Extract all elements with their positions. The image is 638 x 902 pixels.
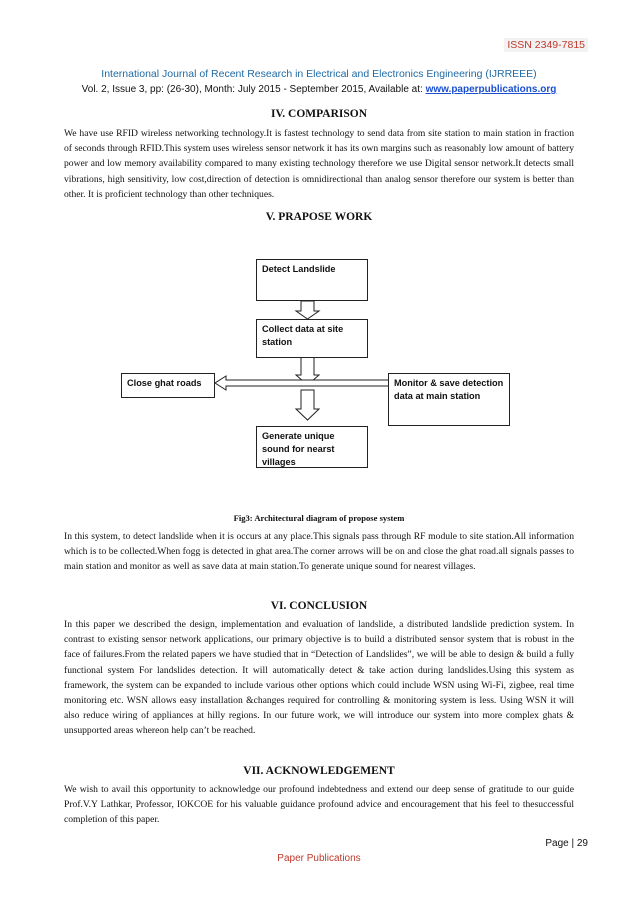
- box-collect-data: Collect data at site station: [256, 319, 368, 358]
- paragraph-conclusion: In this paper we described the design, implementation and evaluation of landslide, a distributed landslide prediction system. In contrast to existing sensor network applications, our primary objective is to build a distributed sensor system that is robust in the face of failures.From the related papers we have studied that in “Detection of Landslides”, we will be able to design & build a fully functional system For landslides detection. It will automatically detect & take action during landslides.Using this system as framework, the system can be expanded to include various other options which could include WSN using Wi-Fi, zigbee, real time monitoring etc. WSN allows easy installation &changes required for controlling & monitoring system is less. Using WSN it will also reduce wiring of appliances at hilly regions. In our future work, we will introduce our system into more complex ghats & unsupported areas whereon help can’t be reached.: [64, 619, 574, 737]
- figure-caption: Fig3: Architectural diagram of propose system: [233, 513, 405, 523]
- page-number: Page | 29: [545, 838, 588, 849]
- website-link[interactable]: www.paperpublications.org: [425, 84, 557, 95]
- paragraph-comparison: We have use RFID wireless networking technology.It is fastest technology to send data from site station to main station in fraction of seconds through RFID.This system uses wireless sensor network it has its own margins such as reasonably low amount of battery power and low memory availability compared to many existing technology therefore we use Digital sensor network.It detects small vibrations, high sensitivity, low cost,direction of detection is omnidirectional than analog sensor therefore our system is better than other. It is proficient technology than other techniques.: [64, 128, 574, 200]
- box-detect-landslide: Detect Landslide: [256, 259, 368, 301]
- heading-conclusion: VI. CONCLUSION: [270, 600, 368, 612]
- heading-comparison: IV. COMPARISON: [270, 108, 368, 120]
- heading-prapose-work: V. PRAPOSE WORK: [265, 211, 373, 223]
- arrow-center-to-generate: [296, 390, 319, 420]
- box-generate-sound: Generate unique sound for nearst villages: [256, 426, 368, 468]
- box-close-ghat-roads: Close ghat roads: [121, 373, 215, 398]
- heading-acknowledgement: VII. ACKNOWLEDGEMENT: [243, 765, 395, 777]
- paragraph-acknowledgement: We wish to avail this opportunity to acknowledge our profound indebtedness and extend our deep sense of gratitude to our guide Prof.V.Y Lathkar, Professor, IOKCOE for his valuable guidance profound advice and encouragement that his feel to thesuccessful completion of this paper.: [64, 784, 574, 826]
- issn-label: ISSN 2349-7815: [504, 38, 588, 52]
- volume-text: Vol. 2, Issue 3, pp: (26-30), Month: July 2015 - September 2015, Available at:: [81, 84, 426, 95]
- footer-publisher: Paper Publications: [277, 853, 361, 864]
- paragraph-prapose-work: In this system, to detect landslide when it is occurs at any place.This signals pass through RF module to site station.All information which is to be collected.When fogg is detected in ghat area.The corner arrows will be on and close the ghat road.all signals passes to main station and monitor as well as save data at main station.To generate unique sound for nearest villages.: [64, 531, 574, 573]
- box-monitor-save: Monitor & save detection data at main station: [388, 373, 510, 426]
- journal-title: International Journal of Recent Research in Electrical and Electronics Engineering (IJRREEE): [101, 68, 537, 80]
- arrow-detect-to-collect: [296, 301, 319, 319]
